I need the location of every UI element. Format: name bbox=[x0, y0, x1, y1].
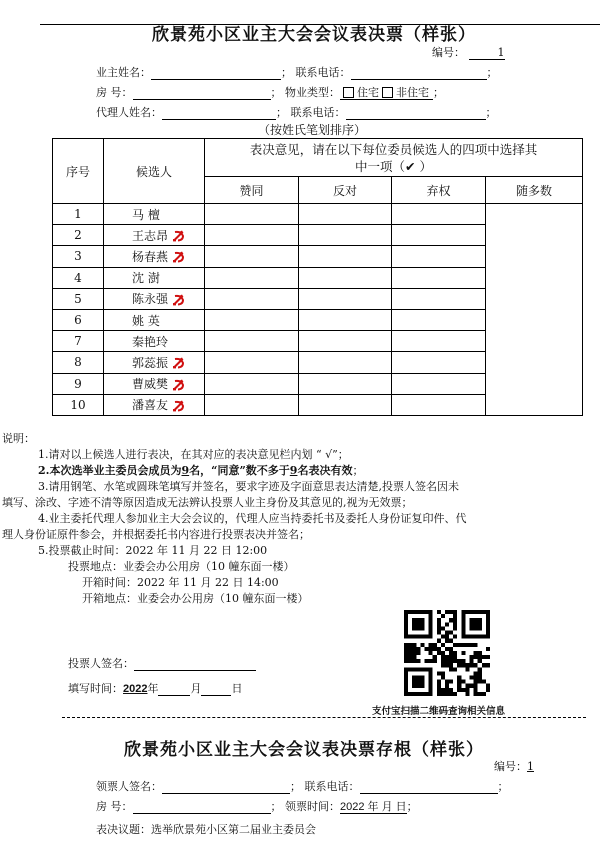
vote-cell-abstain[interactable] bbox=[392, 246, 486, 267]
year-label: 年 bbox=[147, 682, 159, 695]
note-3-line1: 3.请用钢笔、水笔或圆珠笔填写并签名，要求字迹及字面意思表达清楚,投票人签名因未 bbox=[38, 480, 459, 493]
owner-label: 业主姓名： bbox=[96, 66, 151, 79]
agent-row bbox=[96, 104, 497, 120]
row-candidate bbox=[104, 288, 205, 309]
vote-rows bbox=[53, 204, 583, 416]
party-emblem-icon bbox=[172, 294, 186, 306]
row-candidate bbox=[104, 394, 205, 415]
stub-number bbox=[494, 758, 534, 774]
stub-receiver-field[interactable] bbox=[162, 781, 290, 794]
sep: ； bbox=[290, 780, 301, 793]
vote-cell-follow-majority[interactable] bbox=[486, 204, 583, 416]
row-seq: 4 bbox=[53, 267, 104, 288]
signer-field[interactable] bbox=[134, 658, 256, 671]
agent-field[interactable] bbox=[162, 107, 276, 120]
vote-cell-oppose[interactable] bbox=[299, 373, 392, 394]
sep: ； bbox=[497, 780, 509, 793]
notes-heading: 说明： bbox=[2, 432, 35, 445]
vote-cell-agree[interactable] bbox=[205, 225, 299, 246]
ballot-number bbox=[432, 44, 505, 60]
candidate-name: 杨春燕 bbox=[132, 249, 169, 264]
row-seq: 7 bbox=[53, 331, 104, 352]
phone-field[interactable] bbox=[351, 67, 487, 80]
party-emblem-icon bbox=[172, 251, 186, 263]
row-seq: 8 bbox=[53, 352, 104, 373]
sep: ； bbox=[281, 66, 292, 79]
agent-label: 代理人姓名： bbox=[96, 106, 162, 119]
vote-cell-oppose[interactable] bbox=[299, 352, 392, 373]
candidate-name: 郭蕊振 bbox=[132, 355, 169, 370]
room-field[interactable] bbox=[133, 87, 271, 100]
vote-cell-abstain[interactable] bbox=[392, 331, 486, 352]
vote-cell-oppose[interactable] bbox=[299, 331, 392, 352]
vote-cell-abstain[interactable] bbox=[392, 267, 486, 288]
month-label: 月 bbox=[190, 682, 202, 695]
phone-label: 联系电话： bbox=[295, 66, 351, 79]
note-2-c: 名，“同意”数不多于 bbox=[189, 464, 290, 477]
row-candidate bbox=[104, 267, 205, 288]
vote-cell-agree[interactable] bbox=[205, 373, 299, 394]
party-emblem-icon bbox=[172, 379, 186, 391]
sep: ； bbox=[270, 86, 282, 99]
vote-cell-oppose[interactable] bbox=[299, 225, 392, 246]
stub-phone-label: 联系电话： bbox=[304, 780, 360, 793]
candidate-name: 秦艳玲 bbox=[132, 334, 169, 349]
candidate-name: 马 檀 bbox=[132, 207, 160, 222]
sep: ； bbox=[276, 106, 287, 119]
row-seq: 3 bbox=[53, 246, 104, 267]
day-label: 日 bbox=[231, 682, 243, 695]
note-2-a: 2.本次选举业主委员会成员为 bbox=[38, 464, 182, 477]
vote-cell-abstain[interactable] bbox=[392, 394, 486, 415]
month-field[interactable] bbox=[158, 683, 190, 696]
opinion-header-line1: 表决意见，请在以下每位委员候选人的四项中选择其 bbox=[249, 141, 538, 157]
stub-receive-time-value: 2022 年 月 日 bbox=[340, 801, 407, 813]
stub-room-field[interactable] bbox=[133, 801, 271, 814]
note-5: 5.投票截止时间：2022 年 11 月 22 日 12:00 bbox=[38, 544, 268, 557]
qr-caption: 支付宝扫描二维码查询相关信息 bbox=[372, 706, 506, 717]
note-2-f: ； bbox=[352, 464, 364, 477]
row-candidate bbox=[104, 246, 205, 267]
vote-cell-agree[interactable] bbox=[205, 394, 299, 415]
qr-code bbox=[404, 610, 490, 696]
property-type-options bbox=[340, 86, 433, 100]
note-2-e: 名表决有效 bbox=[297, 464, 353, 477]
row-candidate bbox=[104, 331, 205, 352]
residential-label: 住宅 bbox=[357, 86, 379, 99]
open-time: 开箱时间：2022 年 11 月 22 日 14:00 bbox=[82, 576, 279, 589]
vote-cell-agree[interactable] bbox=[205, 267, 299, 288]
vote-place: 投票地点：业委会办公用房（10 幢东面一楼） bbox=[68, 560, 295, 573]
vote-cell-abstain[interactable] bbox=[392, 204, 486, 225]
row-candidate bbox=[104, 204, 205, 225]
row-seq: 5 bbox=[53, 288, 104, 309]
ballot-number-value: 1 bbox=[469, 46, 505, 60]
ballot-number-label: 编号： bbox=[432, 46, 465, 59]
vote-cell-oppose[interactable] bbox=[299, 309, 392, 330]
agent-phone-field[interactable] bbox=[346, 107, 486, 120]
date-year: 2022 bbox=[123, 683, 148, 695]
candidate-name: 王志昂 bbox=[132, 228, 169, 243]
stub-title: 欣景苑小区业主大会会议表决票存根（样张） bbox=[124, 740, 484, 760]
residential-checkbox[interactable] bbox=[343, 87, 354, 98]
note-1: 1.请对以上候选人进行表决，在其对应的表决意见栏内划 “ √”； bbox=[38, 448, 349, 461]
ballot-title: 欣景苑小区业主大会会议表决票（样张） bbox=[152, 25, 476, 45]
vote-cell-abstain[interactable] bbox=[392, 373, 486, 394]
party-emblem-icon bbox=[172, 400, 186, 412]
sep: ； bbox=[406, 800, 418, 813]
col-seq-header: 序号 bbox=[53, 139, 104, 204]
party-emblem-icon bbox=[172, 230, 186, 242]
date-row bbox=[68, 680, 242, 696]
sep: ； bbox=[433, 86, 444, 99]
sep: ； bbox=[270, 800, 282, 813]
table-row bbox=[53, 204, 583, 225]
option-agree-header: 赞同 bbox=[205, 177, 299, 204]
stub-receiver-row bbox=[96, 778, 509, 794]
vote-cell-abstain[interactable] bbox=[392, 225, 486, 246]
candidate-name: 曹威樊 bbox=[132, 377, 169, 392]
option-follow-majority-header: 随多数 bbox=[486, 177, 583, 204]
note-2-limit: 9 bbox=[289, 464, 298, 477]
owner-row bbox=[96, 64, 498, 80]
candidate-name: 陈永强 bbox=[132, 292, 169, 307]
agent-phone-label: 联系电话： bbox=[290, 106, 346, 119]
option-oppose-header: 反对 bbox=[299, 177, 392, 204]
row-candidate bbox=[104, 309, 205, 330]
property-type-label: 物业类型： bbox=[285, 86, 340, 99]
stub-number-value: 1 bbox=[527, 760, 534, 773]
note-4-line1: 4.业主委托代理人参加业主大会会议的，代理人应当持委托书及委托人身份证复印件、代 bbox=[38, 512, 467, 525]
party-emblem-icon bbox=[172, 357, 186, 369]
candidate-name: 姚 英 bbox=[132, 313, 160, 328]
note-2 bbox=[0, 463, 612, 479]
candidate-name: 潘喜友 bbox=[132, 398, 169, 413]
row-candidate bbox=[104, 352, 205, 373]
stub-receive-time-label: 领票时间： bbox=[285, 800, 340, 813]
candidate-name: 沈 澍 bbox=[132, 271, 160, 286]
sort-note: （按姓氏笔划排序） bbox=[258, 123, 367, 137]
non-residential-label: 非住宅 bbox=[396, 86, 429, 99]
vote-cell-agree[interactable] bbox=[205, 204, 299, 225]
signer-label: 投票人签名： bbox=[68, 657, 134, 670]
room-label: 房 号： bbox=[96, 86, 133, 99]
vote-cell-oppose[interactable] bbox=[299, 267, 392, 288]
date-label: 填写时间： bbox=[68, 682, 123, 695]
row-seq: 6 bbox=[53, 309, 104, 330]
stub-agenda: 表决议题：选举欣景苑小区第二届业主委员会 bbox=[96, 823, 316, 836]
day-field[interactable] bbox=[201, 683, 231, 696]
non-residential-checkbox[interactable] bbox=[382, 87, 393, 98]
stub-room-label: 房 号： bbox=[96, 800, 133, 813]
row-seq: 9 bbox=[53, 373, 104, 394]
vote-cell-oppose[interactable] bbox=[299, 246, 392, 267]
stub-phone-field[interactable] bbox=[360, 781, 498, 794]
stub-number-label: 编号： bbox=[494, 760, 527, 773]
vote-cell-abstain[interactable] bbox=[392, 288, 486, 309]
row-seq: 1 bbox=[53, 204, 104, 225]
opinion-header-line2: 中一项（✔ ） bbox=[355, 158, 432, 174]
vote-table bbox=[52, 138, 583, 416]
vote-cell-abstain[interactable] bbox=[392, 309, 486, 330]
vote-cell-oppose[interactable] bbox=[299, 288, 392, 309]
owner-field[interactable] bbox=[151, 67, 281, 80]
note-3-line2: 填写、涂改、字迹不清等原因造成无法辨认投票人业主身份及其意见的,视为无效票； bbox=[2, 496, 413, 509]
note-2-count: 9 bbox=[181, 464, 190, 477]
row-seq: 2 bbox=[53, 225, 104, 246]
vote-cell-agree[interactable] bbox=[205, 331, 299, 352]
room-row bbox=[96, 84, 444, 100]
vote-cell-abstain[interactable] bbox=[392, 352, 486, 373]
row-candidate bbox=[104, 225, 205, 246]
opinion-header bbox=[205, 139, 583, 177]
sep: ； bbox=[485, 106, 497, 119]
row-seq: 10 bbox=[53, 394, 104, 415]
open-place: 开箱地点：业委会办公用房（10 幢东面一楼） bbox=[82, 592, 309, 605]
tear-line bbox=[62, 717, 586, 718]
option-abstain-header: 弃权 bbox=[392, 177, 486, 204]
note-4-line2: 理人身份证原件参会，并根据委托书内容进行投票表决并签名； bbox=[2, 528, 310, 541]
signer-row bbox=[68, 655, 256, 671]
vote-cell-oppose[interactable] bbox=[299, 394, 392, 415]
notes-section bbox=[0, 431, 612, 607]
row-candidate bbox=[104, 373, 205, 394]
vote-cell-agree[interactable] bbox=[205, 246, 299, 267]
vote-cell-agree[interactable] bbox=[205, 288, 299, 309]
col-candidate-header: 候选人 bbox=[104, 139, 205, 204]
vote-cell-agree[interactable] bbox=[205, 309, 299, 330]
sep: ； bbox=[486, 66, 498, 79]
vote-cell-agree[interactable] bbox=[205, 352, 299, 373]
stub-room-row bbox=[96, 798, 418, 814]
vote-cell-oppose[interactable] bbox=[299, 204, 392, 225]
stub-receiver-label: 领票人签名： bbox=[96, 780, 162, 793]
